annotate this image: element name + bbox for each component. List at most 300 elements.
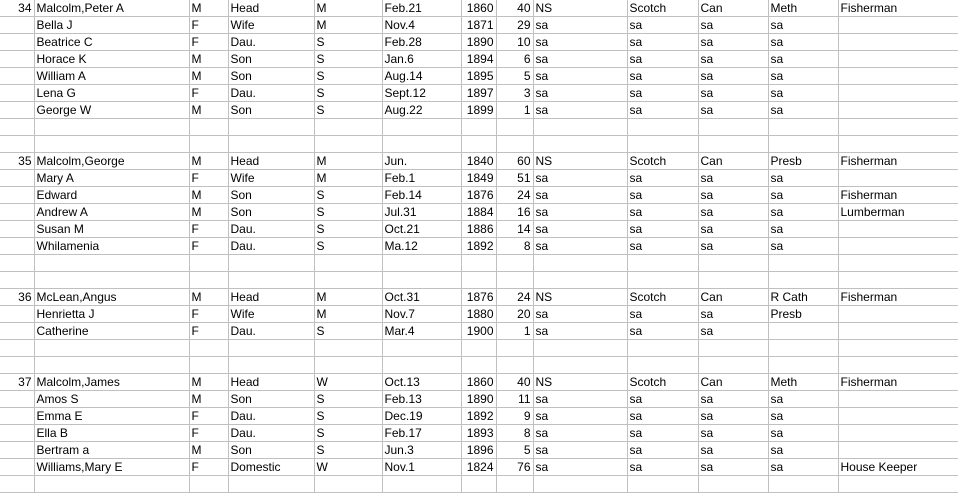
cell-nationality[interactable]: sa	[698, 204, 768, 221]
cell-birthplace[interactable]: sa	[533, 102, 627, 119]
cell-nationality[interactable]: sa	[698, 68, 768, 85]
cell-name[interactable]	[34, 272, 189, 289]
cell-dwelling-number[interactable]	[0, 187, 34, 204]
cell-origin[interactable]: sa	[627, 102, 698, 119]
cell-nationality[interactable]	[698, 136, 768, 153]
cell-religion[interactable]	[768, 119, 838, 136]
cell-origin[interactable]: sa	[627, 442, 698, 459]
cell-marital-status[interactable]	[314, 340, 382, 357]
cell-dwelling-number[interactable]: 35	[0, 153, 34, 170]
cell-birthplace[interactable]: NS	[533, 289, 627, 306]
cell-birth-date[interactable]: Jun.	[382, 153, 461, 170]
cell-marital-status[interactable]: M	[314, 17, 382, 34]
cell-age[interactable]	[496, 340, 533, 357]
cell-birthplace[interactable]	[533, 357, 627, 374]
cell-age[interactable]	[496, 357, 533, 374]
cell-origin[interactable]: sa	[627, 85, 698, 102]
cell-birth-date[interactable]	[382, 136, 461, 153]
cell-name[interactable]: Mary A	[34, 170, 189, 187]
cell-name[interactable]: Edward	[34, 187, 189, 204]
cell-origin[interactable]	[627, 476, 698, 493]
cell-origin[interactable]	[627, 136, 698, 153]
cell-birthplace[interactable]: sa	[533, 51, 627, 68]
cell-relationship[interactable]: Son	[228, 68, 314, 85]
cell-sex[interactable]: F	[189, 170, 228, 187]
cell-name[interactable]: Bertram a	[34, 442, 189, 459]
cell-relationship[interactable]: Head	[228, 0, 314, 17]
cell-name[interactable]: Henrietta J	[34, 306, 189, 323]
cell-marital-status[interactable]: S	[314, 408, 382, 425]
cell-origin[interactable]: Scotch	[627, 153, 698, 170]
cell-birth-date[interactable]: Nov.1	[382, 459, 461, 476]
cell-dwelling-number[interactable]	[0, 85, 34, 102]
cell-birthplace[interactable]: sa	[533, 238, 627, 255]
cell-dwelling-number[interactable]	[0, 408, 34, 425]
cell-religion[interactable]: sa	[768, 391, 838, 408]
cell-name[interactable]: Emma E	[34, 408, 189, 425]
cell-occupation[interactable]: Lumberman	[838, 204, 958, 221]
cell-birthplace[interactable]: sa	[533, 408, 627, 425]
cell-origin[interactable]	[627, 272, 698, 289]
cell-nationality[interactable]: Can	[698, 289, 768, 306]
cell-religion[interactable]: sa	[768, 51, 838, 68]
cell-age[interactable]: 8	[496, 238, 533, 255]
cell-birth-date[interactable]: Feb.28	[382, 34, 461, 51]
cell-nationality[interactable]	[698, 476, 768, 493]
cell-birthplace[interactable]: NS	[533, 0, 627, 17]
cell-sex[interactable]: F	[189, 34, 228, 51]
cell-marital-status[interactable]: S	[314, 442, 382, 459]
cell-age[interactable]: 20	[496, 306, 533, 323]
cell-relationship[interactable]: Dau.	[228, 408, 314, 425]
cell-relationship[interactable]: Son	[228, 187, 314, 204]
cell-origin[interactable]: sa	[627, 425, 698, 442]
cell-name[interactable]	[34, 255, 189, 272]
cell-origin[interactable]	[627, 255, 698, 272]
cell-relationship[interactable]: Son	[228, 391, 314, 408]
cell-name[interactable]	[34, 136, 189, 153]
cell-relationship[interactable]: Head	[228, 374, 314, 391]
cell-birth-year[interactable]: 1886	[461, 221, 496, 238]
cell-marital-status[interactable]: W	[314, 374, 382, 391]
cell-name[interactable]: Bella J	[34, 17, 189, 34]
cell-relationship[interactable]: Son	[228, 102, 314, 119]
cell-occupation[interactable]	[838, 340, 958, 357]
cell-religion[interactable]: sa	[768, 34, 838, 51]
cell-dwelling-number[interactable]: 36	[0, 289, 34, 306]
cell-birthplace[interactable]	[533, 476, 627, 493]
cell-birthplace[interactable]: NS	[533, 153, 627, 170]
cell-religion[interactable]: sa	[768, 425, 838, 442]
cell-dwelling-number[interactable]	[0, 34, 34, 51]
cell-sex[interactable]: M	[189, 204, 228, 221]
cell-dwelling-number[interactable]	[0, 306, 34, 323]
cell-birth-year[interactable]	[461, 340, 496, 357]
cell-occupation[interactable]: Fisherman	[838, 374, 958, 391]
cell-birthplace[interactable]: NS	[533, 374, 627, 391]
cell-birthplace[interactable]: sa	[533, 323, 627, 340]
cell-sex[interactable]: M	[189, 289, 228, 306]
cell-dwelling-number[interactable]: 37	[0, 374, 34, 391]
cell-dwelling-number[interactable]	[0, 323, 34, 340]
cell-origin[interactable]: sa	[627, 408, 698, 425]
cell-origin[interactable]: sa	[627, 391, 698, 408]
cell-religion[interactable]: sa	[768, 442, 838, 459]
cell-birthplace[interactable]	[533, 136, 627, 153]
cell-name[interactable]: McLean,Angus	[34, 289, 189, 306]
cell-dwelling-number[interactable]	[0, 357, 34, 374]
cell-religion[interactable]: Meth	[768, 0, 838, 17]
cell-relationship[interactable]: Dau.	[228, 221, 314, 238]
cell-name[interactable]	[34, 476, 189, 493]
cell-birth-year[interactable]: 1900	[461, 323, 496, 340]
cell-sex[interactable]: M	[189, 51, 228, 68]
cell-occupation[interactable]	[838, 408, 958, 425]
cell-origin[interactable]: Scotch	[627, 0, 698, 17]
cell-marital-status[interactable]	[314, 476, 382, 493]
cell-relationship[interactable]	[228, 357, 314, 374]
cell-occupation[interactable]	[838, 221, 958, 238]
cell-nationality[interactable]: sa	[698, 34, 768, 51]
cell-dwelling-number[interactable]	[0, 17, 34, 34]
cell-occupation[interactable]: Fisherman	[838, 153, 958, 170]
cell-birth-date[interactable]: Feb.21	[382, 0, 461, 17]
cell-religion[interactable]: sa	[768, 170, 838, 187]
cell-birthplace[interactable]: sa	[533, 425, 627, 442]
cell-sex[interactable]: F	[189, 85, 228, 102]
cell-sex[interactable]: F	[189, 238, 228, 255]
cell-sex[interactable]: F	[189, 459, 228, 476]
cell-occupation[interactable]	[838, 136, 958, 153]
cell-birth-date[interactable]: Jan.6	[382, 51, 461, 68]
cell-occupation[interactable]	[838, 357, 958, 374]
cell-occupation[interactable]	[838, 391, 958, 408]
cell-age[interactable]: 24	[496, 187, 533, 204]
cell-nationality[interactable]: sa	[698, 442, 768, 459]
cell-marital-status[interactable]	[314, 255, 382, 272]
cell-relationship[interactable]: Dau.	[228, 425, 314, 442]
cell-name[interactable]: Whilamenia	[34, 238, 189, 255]
cell-sex[interactable]: F	[189, 408, 228, 425]
cell-age[interactable]: 1	[496, 102, 533, 119]
cell-dwelling-number[interactable]	[0, 51, 34, 68]
cell-birth-date[interactable]	[382, 255, 461, 272]
cell-age[interactable]: 14	[496, 221, 533, 238]
cell-birthplace[interactable]: sa	[533, 221, 627, 238]
cell-name[interactable]	[34, 119, 189, 136]
cell-occupation[interactable]	[838, 476, 958, 493]
cell-dwelling-number[interactable]	[0, 476, 34, 493]
cell-name[interactable]: George W	[34, 102, 189, 119]
cell-sex[interactable]	[189, 272, 228, 289]
cell-marital-status[interactable]: M	[314, 153, 382, 170]
cell-origin[interactable]	[627, 119, 698, 136]
cell-birth-year[interactable]: 1876	[461, 187, 496, 204]
cell-origin[interactable]	[627, 340, 698, 357]
cell-relationship[interactable]: Wife	[228, 306, 314, 323]
cell-marital-status[interactable]	[314, 272, 382, 289]
cell-birth-date[interactable]: Oct.13	[382, 374, 461, 391]
cell-sex[interactable]	[189, 255, 228, 272]
cell-name[interactable]	[34, 357, 189, 374]
cell-occupation[interactable]	[838, 272, 958, 289]
cell-age[interactable]: 11	[496, 391, 533, 408]
cell-occupation[interactable]	[838, 323, 958, 340]
cell-marital-status[interactable]: S	[314, 34, 382, 51]
cell-relationship[interactable]: Son	[228, 204, 314, 221]
cell-birthplace[interactable]: sa	[533, 187, 627, 204]
cell-birthplace[interactable]: sa	[533, 68, 627, 85]
cell-relationship[interactable]: Head	[228, 153, 314, 170]
cell-sex[interactable]: F	[189, 306, 228, 323]
cell-relationship[interactable]	[228, 255, 314, 272]
cell-birth-year[interactable]: 1892	[461, 408, 496, 425]
cell-nationality[interactable]: sa	[698, 459, 768, 476]
cell-birthplace[interactable]: sa	[533, 442, 627, 459]
cell-birthplace[interactable]	[533, 272, 627, 289]
cell-relationship[interactable]: Wife	[228, 17, 314, 34]
cell-birth-year[interactable]: 1860	[461, 0, 496, 17]
cell-birth-date[interactable]: Feb.14	[382, 187, 461, 204]
cell-occupation[interactable]	[838, 306, 958, 323]
cell-birth-year[interactable]: 1880	[461, 306, 496, 323]
cell-age[interactable]	[496, 255, 533, 272]
cell-age[interactable]	[496, 136, 533, 153]
cell-occupation[interactable]	[838, 255, 958, 272]
cell-religion[interactable]: Presb	[768, 306, 838, 323]
cell-religion[interactable]	[768, 255, 838, 272]
cell-birth-date[interactable]: Feb.13	[382, 391, 461, 408]
cell-origin[interactable]: Scotch	[627, 374, 698, 391]
cell-occupation[interactable]	[838, 425, 958, 442]
cell-religion[interactable]: sa	[768, 187, 838, 204]
cell-dwelling-number[interactable]	[0, 136, 34, 153]
cell-religion[interactable]: sa	[768, 17, 838, 34]
cell-birth-year[interactable]	[461, 119, 496, 136]
cell-age[interactable]: 10	[496, 34, 533, 51]
cell-age[interactable]: 24	[496, 289, 533, 306]
cell-occupation[interactable]	[838, 170, 958, 187]
cell-religion[interactable]	[768, 357, 838, 374]
cell-marital-status[interactable]: S	[314, 238, 382, 255]
cell-religion[interactable]	[768, 476, 838, 493]
cell-birth-year[interactable]	[461, 476, 496, 493]
cell-birthplace[interactable]: sa	[533, 34, 627, 51]
cell-birthplace[interactable]: sa	[533, 17, 627, 34]
cell-religion[interactable]	[768, 340, 838, 357]
cell-age[interactable]: 60	[496, 153, 533, 170]
cell-birth-year[interactable]: 1897	[461, 85, 496, 102]
cell-age[interactable]: 1	[496, 323, 533, 340]
cell-nationality[interactable]: sa	[698, 170, 768, 187]
cell-name[interactable]: Beatrice C	[34, 34, 189, 51]
cell-birth-date[interactable]: Oct.21	[382, 221, 461, 238]
cell-name[interactable]: Ella B	[34, 425, 189, 442]
cell-marital-status[interactable]	[314, 136, 382, 153]
cell-name[interactable]: Malcolm,George	[34, 153, 189, 170]
cell-dwelling-number[interactable]	[0, 340, 34, 357]
cell-birth-date[interactable]: Feb.1	[382, 170, 461, 187]
cell-birth-year[interactable]: 1849	[461, 170, 496, 187]
cell-birthplace[interactable]: sa	[533, 306, 627, 323]
cell-nationality[interactable]: Can	[698, 374, 768, 391]
cell-name[interactable]: Catherine	[34, 323, 189, 340]
cell-sex[interactable]: M	[189, 68, 228, 85]
cell-sex[interactable]: M	[189, 153, 228, 170]
cell-birthplace[interactable]	[533, 255, 627, 272]
cell-marital-status[interactable]: S	[314, 68, 382, 85]
cell-sex[interactable]	[189, 476, 228, 493]
cell-birth-year[interactable]: 1892	[461, 238, 496, 255]
cell-relationship[interactable]: Dau.	[228, 238, 314, 255]
cell-sex[interactable]: M	[189, 391, 228, 408]
cell-birth-year[interactable]: 1890	[461, 34, 496, 51]
cell-birth-date[interactable]: Oct.31	[382, 289, 461, 306]
cell-religion[interactable]: sa	[768, 85, 838, 102]
cell-birth-year[interactable]: 1890	[461, 391, 496, 408]
cell-birth-year[interactable]	[461, 255, 496, 272]
cell-marital-status[interactable]: S	[314, 221, 382, 238]
cell-nationality[interactable]: sa	[698, 221, 768, 238]
cell-birth-date[interactable]: Aug.22	[382, 102, 461, 119]
cell-dwelling-number[interactable]	[0, 204, 34, 221]
cell-birth-year[interactable]: 1896	[461, 442, 496, 459]
cell-origin[interactable]: sa	[627, 204, 698, 221]
cell-relationship[interactable]: Domestic	[228, 459, 314, 476]
cell-religion[interactable]: sa	[768, 221, 838, 238]
cell-religion[interactable]: Meth	[768, 374, 838, 391]
cell-nationality[interactable]: sa	[698, 425, 768, 442]
cell-nationality[interactable]: sa	[698, 51, 768, 68]
cell-birth-date[interactable]: Sept.12	[382, 85, 461, 102]
cell-dwelling-number[interactable]	[0, 68, 34, 85]
cell-birth-date[interactable]: Mar.4	[382, 323, 461, 340]
cell-birth-year[interactable]	[461, 272, 496, 289]
cell-name[interactable]: William A	[34, 68, 189, 85]
cell-religion[interactable]: sa	[768, 204, 838, 221]
cell-sex[interactable]	[189, 357, 228, 374]
cell-birth-year[interactable]: 1824	[461, 459, 496, 476]
cell-nationality[interactable]: sa	[698, 391, 768, 408]
cell-birthplace[interactable]: sa	[533, 391, 627, 408]
cell-relationship[interactable]	[228, 136, 314, 153]
cell-sex[interactable]: M	[189, 442, 228, 459]
cell-sex[interactable]	[189, 136, 228, 153]
cell-birth-year[interactable]	[461, 357, 496, 374]
cell-occupation[interactable]: Fisherman	[838, 0, 958, 17]
cell-religion[interactable]: sa	[768, 238, 838, 255]
cell-name[interactable]: Susan M	[34, 221, 189, 238]
cell-birthplace[interactable]: sa	[533, 459, 627, 476]
cell-nationality[interactable]: sa	[698, 17, 768, 34]
cell-origin[interactable]: sa	[627, 238, 698, 255]
cell-dwelling-number[interactable]	[0, 221, 34, 238]
cell-name[interactable]: Horace K	[34, 51, 189, 68]
cell-origin[interactable]: sa	[627, 459, 698, 476]
cell-relationship[interactable]: Dau.	[228, 34, 314, 51]
cell-origin[interactable]: sa	[627, 51, 698, 68]
cell-birth-date[interactable]: Feb.17	[382, 425, 461, 442]
cell-name[interactable]: Andrew A	[34, 204, 189, 221]
cell-age[interactable]: 9	[496, 408, 533, 425]
cell-birth-date[interactable]: Nov.7	[382, 306, 461, 323]
cell-birth-date[interactable]: Jun.3	[382, 442, 461, 459]
cell-nationality[interactable]	[698, 119, 768, 136]
cell-relationship[interactable]	[228, 119, 314, 136]
cell-sex[interactable]	[189, 340, 228, 357]
cell-origin[interactable]: sa	[627, 323, 698, 340]
cell-dwelling-number[interactable]	[0, 391, 34, 408]
cell-nationality[interactable]: sa	[698, 85, 768, 102]
cell-sex[interactable]	[189, 119, 228, 136]
cell-birth-year[interactable]: 1893	[461, 425, 496, 442]
cell-dwelling-number[interactable]	[0, 255, 34, 272]
cell-relationship[interactable]	[228, 476, 314, 493]
cell-sex[interactable]: M	[189, 102, 228, 119]
cell-origin[interactable]: Scotch	[627, 289, 698, 306]
cell-religion[interactable]: R Cath	[768, 289, 838, 306]
cell-marital-status[interactable]: M	[314, 306, 382, 323]
cell-occupation[interactable]	[838, 238, 958, 255]
cell-age[interactable]	[496, 476, 533, 493]
cell-sex[interactable]: M	[189, 374, 228, 391]
cell-marital-status[interactable]: M	[314, 289, 382, 306]
cell-age[interactable]: 5	[496, 442, 533, 459]
cell-nationality[interactable]: Can	[698, 0, 768, 17]
cell-age[interactable]: 76	[496, 459, 533, 476]
cell-occupation[interactable]	[838, 17, 958, 34]
cell-religion[interactable]	[768, 272, 838, 289]
cell-birth-date[interactable]: Nov.4	[382, 17, 461, 34]
cell-nationality[interactable]: sa	[698, 408, 768, 425]
cell-age[interactable]: 51	[496, 170, 533, 187]
cell-age[interactable]: 3	[496, 85, 533, 102]
cell-birth-date[interactable]: Dec.19	[382, 408, 461, 425]
cell-dwelling-number[interactable]	[0, 238, 34, 255]
cell-occupation[interactable]	[838, 119, 958, 136]
cell-birth-date[interactable]: Jul.31	[382, 204, 461, 221]
cell-origin[interactable]: sa	[627, 306, 698, 323]
cell-marital-status[interactable]	[314, 119, 382, 136]
cell-birthplace[interactable]	[533, 340, 627, 357]
cell-nationality[interactable]: Can	[698, 153, 768, 170]
cell-name[interactable]	[34, 340, 189, 357]
cell-age[interactable]: 40	[496, 374, 533, 391]
cell-birth-year[interactable]: 1884	[461, 204, 496, 221]
cell-religion[interactable]	[768, 323, 838, 340]
cell-occupation[interactable]: House Keeper	[838, 459, 958, 476]
cell-marital-status[interactable]: S	[314, 204, 382, 221]
cell-age[interactable]: 6	[496, 51, 533, 68]
cell-birthplace[interactable]	[533, 119, 627, 136]
cell-age[interactable]	[496, 272, 533, 289]
cell-age[interactable]: 29	[496, 17, 533, 34]
cell-marital-status[interactable]: S	[314, 85, 382, 102]
cell-occupation[interactable]	[838, 442, 958, 459]
cell-birth-year[interactable]: 1895	[461, 68, 496, 85]
cell-sex[interactable]: F	[189, 323, 228, 340]
cell-birthplace[interactable]: sa	[533, 85, 627, 102]
cell-age[interactable]: 5	[496, 68, 533, 85]
cell-birth-year[interactable]: 1840	[461, 153, 496, 170]
cell-origin[interactable]	[627, 357, 698, 374]
cell-occupation[interactable]: Fisherman	[838, 187, 958, 204]
cell-nationality[interactable]: sa	[698, 187, 768, 204]
cell-relationship[interactable]: Dau.	[228, 323, 314, 340]
cell-dwelling-number[interactable]	[0, 272, 34, 289]
cell-dwelling-number[interactable]	[0, 425, 34, 442]
cell-marital-status[interactable]: W	[314, 459, 382, 476]
